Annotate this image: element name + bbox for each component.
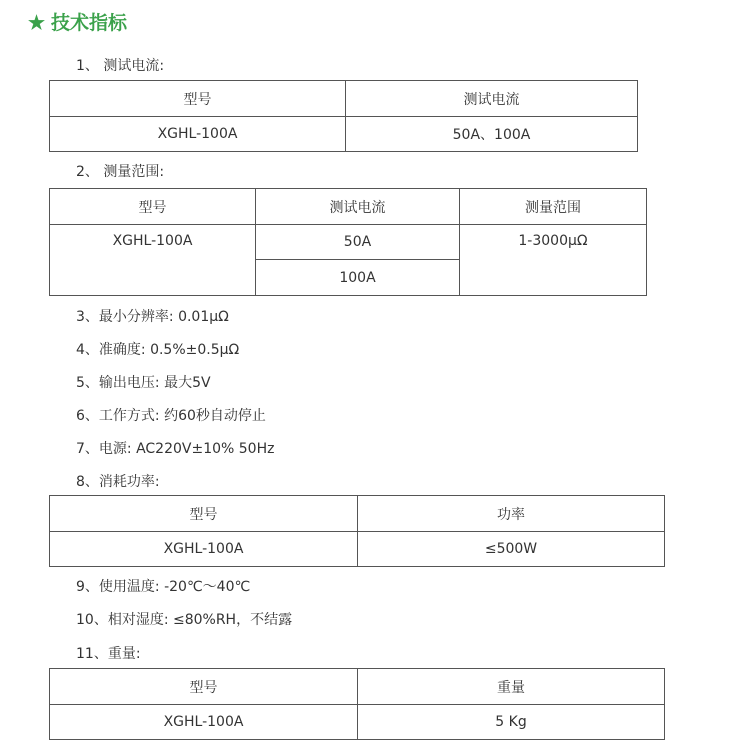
item-test-current-label: 1、 测试电流: bbox=[76, 58, 165, 74]
table-header-cell: 型号 bbox=[50, 81, 346, 117]
item-work-mode: 6、工作方式: 约60秒自动停止 bbox=[76, 408, 266, 424]
table-cell: 1-3000μΩ bbox=[460, 225, 647, 296]
table-header-cell: 重量 bbox=[358, 669, 665, 705]
item-output-voltage: 5、输出电压: 最大5V bbox=[76, 375, 211, 391]
table-header-row bbox=[50, 189, 647, 225]
table-header-cell: 测试电流 bbox=[256, 189, 460, 225]
heading-title: 技术指标 bbox=[51, 12, 128, 34]
table-row bbox=[50, 117, 638, 152]
table-header-row bbox=[50, 496, 665, 532]
power-consumption-table bbox=[49, 495, 665, 567]
table-cell: 50A、100A bbox=[346, 117, 638, 152]
measure-range-table bbox=[49, 188, 647, 296]
table-row bbox=[50, 225, 647, 260]
table-header-cell: 测量范围 bbox=[460, 189, 647, 225]
item-min-resolution: 3、最小分辨率: 0.01μΩ bbox=[76, 309, 229, 325]
section-heading bbox=[28, 8, 127, 35]
table-cell: 50A bbox=[256, 225, 460, 260]
item-weight-label: 11、重量: bbox=[76, 646, 141, 662]
test-current-table bbox=[49, 80, 638, 152]
table-header-cell: 型号 bbox=[50, 496, 358, 532]
table-cell: ≤500W bbox=[358, 532, 665, 567]
table-row bbox=[50, 705, 665, 740]
item-power-supply: 7、电源: AC220V±10% 50Hz bbox=[76, 441, 275, 457]
table-header-cell: 型号 bbox=[50, 189, 256, 225]
item-operating-temp: 9、使用温度: -20℃～40℃ bbox=[76, 579, 251, 595]
table-cell: XGHL-100A bbox=[50, 117, 346, 152]
table-header-cell: 型号 bbox=[50, 669, 358, 705]
table-cell: 5 Kg bbox=[358, 705, 665, 740]
item-humidity: 10、相对湿度: ≤80%RH，不结露 bbox=[76, 612, 293, 628]
item-power-consumption-label: 8、消耗功率: bbox=[76, 474, 160, 490]
table-header-row bbox=[50, 669, 665, 705]
table-cell: XGHL-100A bbox=[50, 705, 358, 740]
table-cell: XGHL-100A bbox=[50, 532, 358, 567]
table-header-cell: 测试电流 bbox=[346, 81, 638, 117]
table-cell: XGHL-100A bbox=[50, 225, 256, 296]
item-measure-range-label: 2、 测量范围: bbox=[76, 164, 165, 180]
item-accuracy: 4、准确度: 0.5%±0.5μΩ bbox=[76, 342, 240, 358]
table-row bbox=[50, 532, 665, 567]
weight-table bbox=[49, 668, 665, 740]
table-header-row bbox=[50, 81, 638, 117]
star-icon: ★ bbox=[28, 12, 46, 34]
table-header-cell: 功率 bbox=[358, 496, 665, 532]
table-cell: 100A bbox=[256, 260, 460, 296]
